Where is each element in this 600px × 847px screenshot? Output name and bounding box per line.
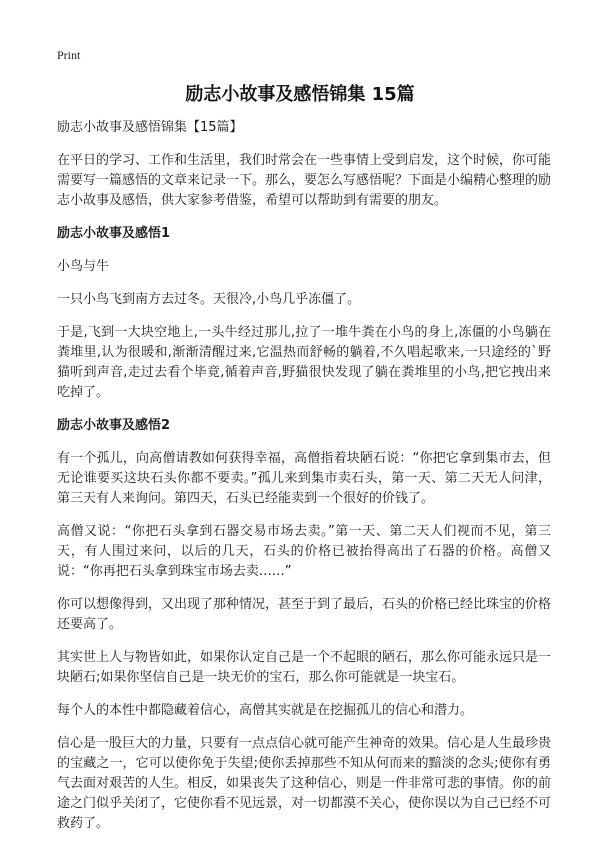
story-title: 小鸟与牛 bbox=[57, 259, 110, 274]
section-heading-1: 励志小故事及感悟1 bbox=[57, 226, 171, 241]
print-label: Print bbox=[57, 48, 81, 62]
paragraph: 高僧又说：“你把石头拿到石器交易市场去卖。”第一天、第二天人们视而不见，第三天，有人围过来问，以后的几天，石头的价格已被抬得高出了石器的价格。高僧又说：“你再把石头拿到珠宝市场去卖……” bbox=[57, 524, 551, 579]
paragraph: 有一个孤儿，向高僧请教如何获得幸福，高僧指着块陋石说：“你把它拿到集市去，但无论谁要买这块石头你都不要卖。”孤儿来到集市卖石头，第一天、第二天无人问津，第三天有人来询问。第四天，石头已经能卖到一个很好的价钱了。 bbox=[57, 451, 551, 506]
paragraph: 于是,飞到一大块空地上,一头牛经过那儿,拉了一堆牛粪在小鸟的身上,冻僵的小鸟躺在粪堆里,认为很暖和,渐渐清醒过来,它温热而舒畅的躺着,不久唱起歌来,一只途经的`野猫听到声音,走过去看个毕竟,循着声音,野猫很快发现了躺在粪堆里的小鸟,把它拽出来吃掉了。 bbox=[57, 325, 551, 400]
page-title: 励志小故事及感悟锦集 15篇 bbox=[185, 84, 415, 105]
paragraph: 你可以想像得到，又出现了那种情况，甚至于到了最后，石头的价格已经比珠宝的价格还要高了。 bbox=[57, 597, 552, 632]
paragraph: 其实世上人与物皆如此，如果你认定自己是一个不起眼的陋石，那么你可能永远只是一块陋石;如果你坚信自己是一块无价的宝石，那么你可能就是一块宝石。 bbox=[57, 650, 552, 685]
article-subtitle: 励志小故事及感悟锦集【15篇】 bbox=[57, 120, 243, 135]
intro-paragraph: 在平日的学习、工作和生活里，我们时常会在一些事情上受到启发，这个时候，你可能需要写一篇感悟的文章来记录一下。那么，要怎么写感悟呢？下面是小编精心整理的励志小故事及感悟，供大家参考借鉴，希望可以帮助到有需要的朋友。 bbox=[57, 153, 552, 208]
article-body bbox=[57, 118, 551, 847]
paragraph: 信心是一股巨大的力量，只要有一点点信心就可能产生神奇的效果。信心是人生最珍贵的宝藏之一，它可以使你免于失望;使你丢掉那些不知从何而来的黯淡的念头;使你有勇气去面对艰苦的人生。相反，如果丧失了这种信心，则是一件非常可悲的事情。你的前途之门似乎关闭了，它使你看不见远景，对一切都漠不关心，使你误以为自己已经不可救药了。 bbox=[57, 736, 552, 831]
section-heading-2: 励志小故事及感悟2 bbox=[57, 418, 171, 433]
paragraph: 一只小鸟飞到南方去过冬。天很冷,小鸟几乎冻僵了。 bbox=[57, 292, 361, 307]
paragraph: 每个人的本性中都隐藏着信心，高僧其实就是在挖掘孤儿的信心和潜力。 bbox=[57, 703, 474, 718]
